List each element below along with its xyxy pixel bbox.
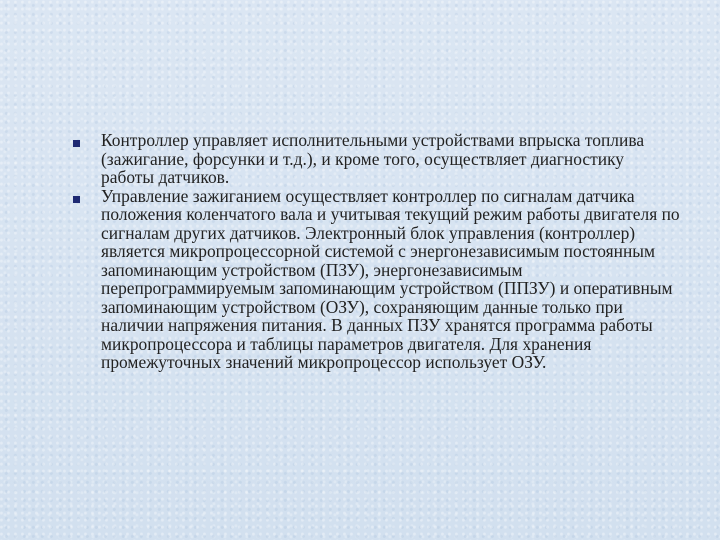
bullet-list <box>70 131 680 372</box>
square-bullet-icon <box>73 140 80 147</box>
bullet-item <box>70 187 680 372</box>
bullet-text: Контроллер управляет исполнительными устройствами впрыска топлива (зажигание, форсунки и т.д.), и кроме того, осуществляет диагностику работы датчиков. <box>101 130 645 187</box>
square-bullet-icon <box>73 196 80 203</box>
bullet-item <box>70 131 680 187</box>
bullet-text: Управление зажиганием осуществляет контроллер по сигналам датчика положения коленчатого вала и учитывая текущий режим работы двигателя по сигналам других датчиков. Электронный блок управления (контроллер) является микропроцессорной системой с энергонезависимым постоянным запоминающим устройством (ПЗУ), энергонезависимым перепрограммируемым запоминающим устройством (ППЗУ) и оперативным запоминающим устройством (ОЗУ), сохраняющим данные только при наличии напряжения питания. В данных ПЗУ хранятся программа работы микропроцессора и таблицы параметров двигателя. Для хранения промежуточных значений микропроцессор использует ОЗУ. <box>101 185 680 372</box>
